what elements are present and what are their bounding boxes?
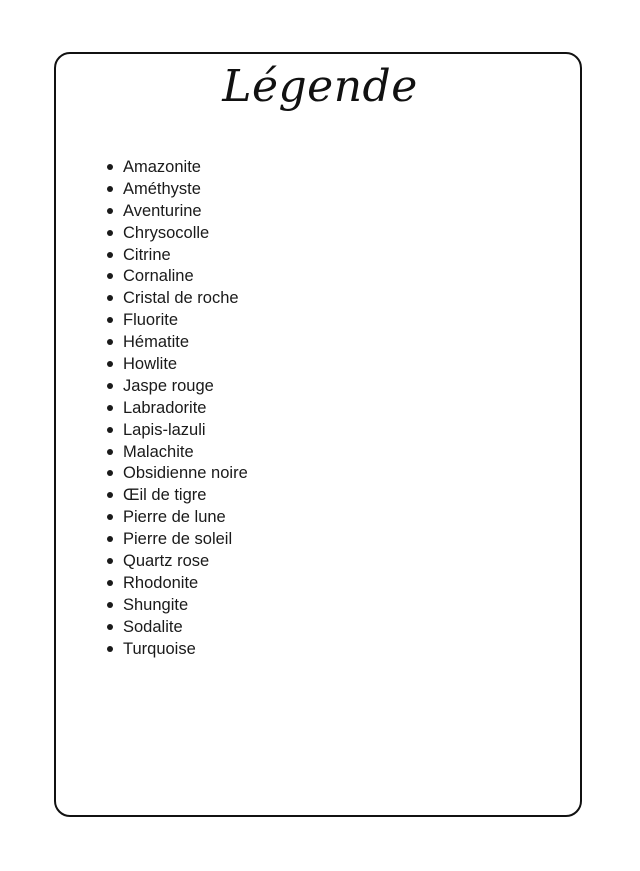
legend-item — [106, 244, 248, 266]
bullet-icon — [107, 295, 113, 301]
legend-item-label: Hématite — [123, 333, 190, 352]
legend-item-label: Pierre de soleil — [123, 530, 233, 549]
legend-item — [106, 353, 248, 375]
legend-item — [106, 156, 248, 178]
legend-item-label: Labradorite — [123, 398, 207, 417]
legend-item-label: Amazonite — [123, 158, 201, 176]
bullet-icon — [107, 339, 113, 345]
bullet-icon — [107, 492, 113, 498]
bullet-icon — [107, 252, 113, 258]
legend-item — [106, 594, 248, 616]
legend-item-label: Lapis-lazuli — [123, 420, 206, 439]
bullet-icon — [107, 558, 113, 564]
legend-item — [106, 265, 248, 287]
bullet-icon — [107, 405, 113, 411]
legend-item — [106, 222, 248, 244]
bullet-icon — [107, 361, 113, 367]
legend-item-label: Obsidienne noire — [123, 464, 248, 483]
bullet-icon — [107, 427, 113, 433]
bullet-icon — [107, 536, 113, 542]
legend-item-label: Sodalite — [123, 617, 183, 636]
bullet-icon — [107, 470, 113, 476]
legend-item — [106, 287, 248, 309]
legend-item-label: Turquoise — [123, 639, 196, 658]
legend-item — [106, 375, 248, 397]
bullet-icon — [107, 602, 113, 608]
legend-item-label: Chrysocolle — [123, 223, 210, 242]
bullet-icon — [107, 383, 113, 389]
legend-item-label: Pierre de lune — [123, 508, 226, 527]
bullet-icon — [107, 230, 113, 236]
bullet-icon — [107, 646, 113, 652]
legend-list — [106, 156, 248, 659]
bullet-icon — [107, 164, 113, 170]
bullet-icon — [107, 514, 113, 520]
legend-item-label: Malachite — [123, 442, 194, 461]
legend-item-label: Quartz rose — [123, 552, 210, 571]
legend-item — [106, 484, 248, 506]
legend-item-label: Shungite — [123, 595, 189, 614]
bullet-icon — [107, 317, 113, 323]
legend-item-label: Fluorite — [123, 311, 179, 330]
bullet-icon — [107, 186, 113, 192]
legend-item-label: Cornaline — [123, 267, 194, 286]
legend-item — [106, 397, 248, 419]
legend-item — [106, 572, 248, 594]
legend-item-label: Howlite — [123, 355, 178, 374]
bullet-icon — [107, 580, 113, 586]
legend-item — [106, 331, 248, 353]
legend-item-label: Aventurine — [123, 201, 202, 220]
legend-item — [106, 200, 248, 222]
legend-item-label: Citrine — [123, 245, 171, 264]
legend-item — [106, 441, 248, 463]
legend-item — [106, 178, 248, 200]
legend-item — [106, 309, 248, 331]
bullet-icon — [107, 208, 113, 214]
legend-item — [106, 550, 248, 572]
legend-item — [106, 462, 248, 484]
legend-item — [106, 638, 248, 660]
legend-item-label: Améthyste — [123, 179, 201, 198]
legend-item-label: Jaspe rouge — [123, 376, 214, 395]
bullet-icon — [107, 273, 113, 279]
bullet-icon — [107, 624, 113, 630]
legend-item — [106, 419, 248, 441]
legend-item-label: Œil de tigre — [123, 486, 207, 505]
legend-item — [106, 616, 248, 638]
page-title: Légende — [222, 61, 418, 112]
legend-item — [106, 528, 248, 550]
bullet-icon — [107, 449, 113, 455]
legend-item-label: Cristal de roche — [123, 289, 239, 308]
legend-item — [106, 506, 248, 528]
legend-item-label: Rhodonite — [123, 573, 199, 592]
